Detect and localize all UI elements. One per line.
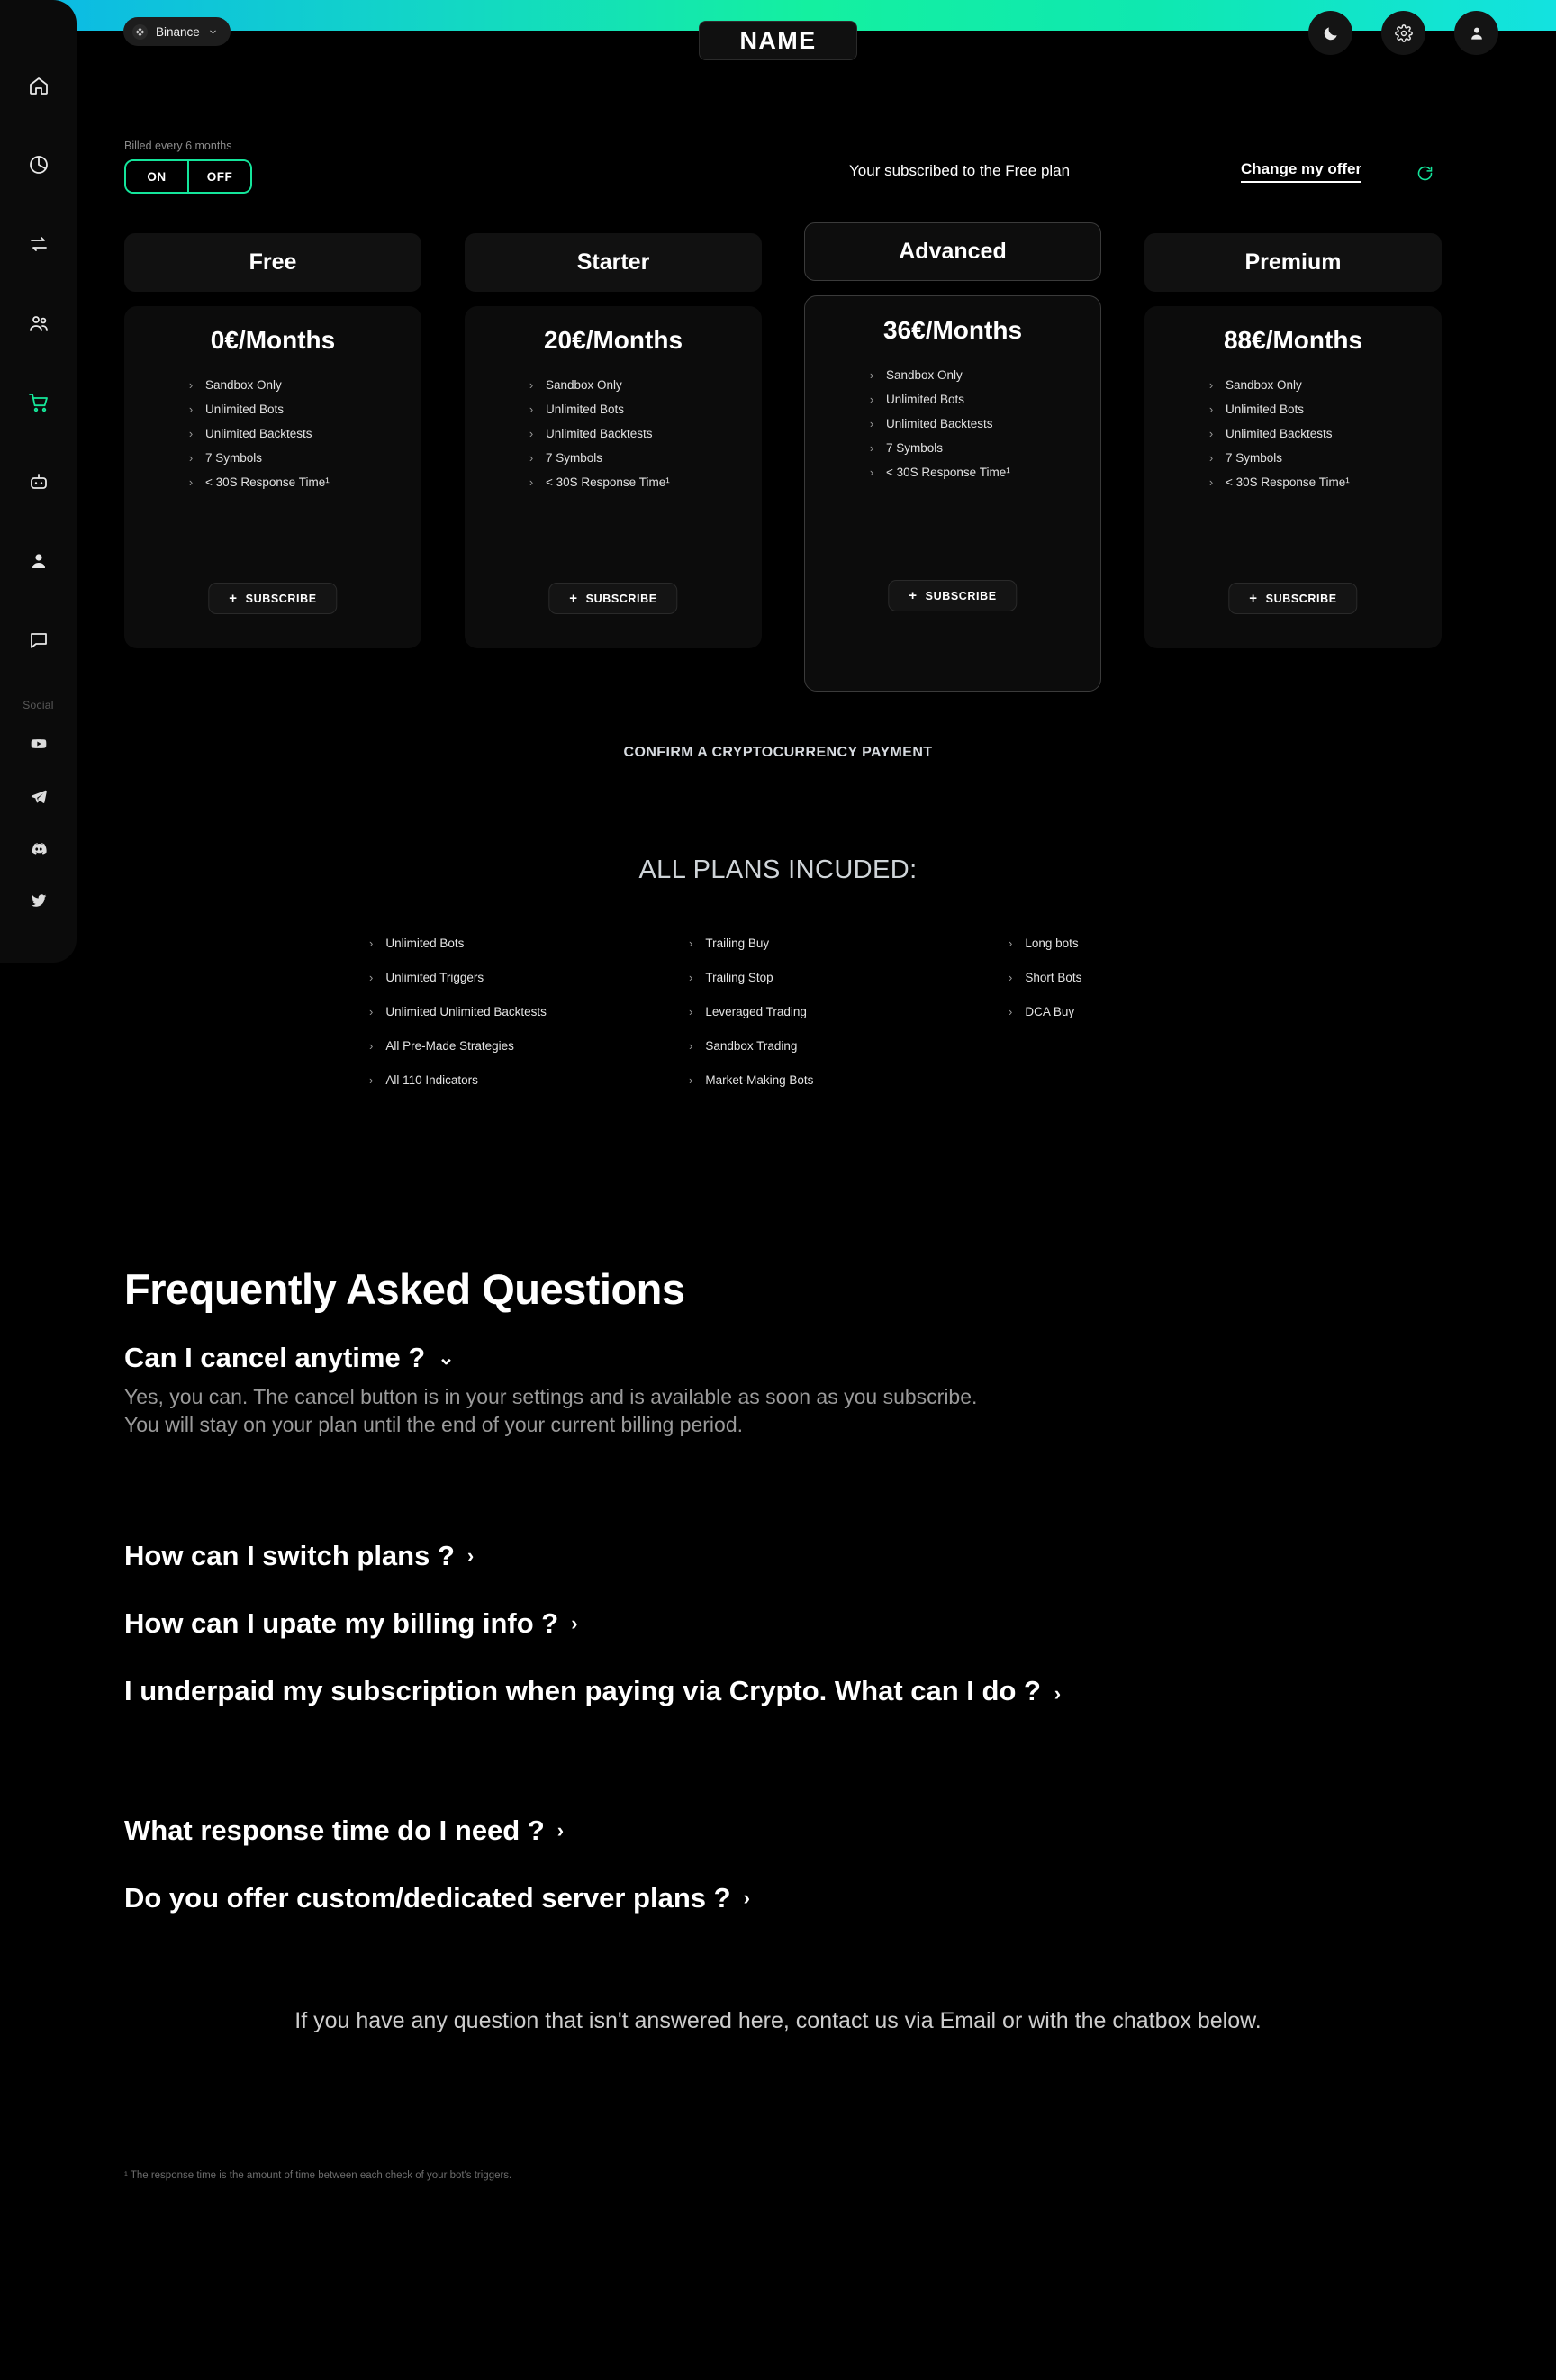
plan-feature: › 7 Symbols: [866, 441, 1100, 455]
plan-feature: › Unlimited Backtests: [866, 417, 1100, 430]
chevron-right-icon[interactable]: ›: [571, 1612, 578, 1635]
sidebar-item-account[interactable]: [18, 540, 59, 582]
billing-toggle[interactable]: [124, 159, 252, 194]
chevron-right-icon: ›: [869, 466, 874, 479]
plus-icon: +: [569, 591, 578, 606]
chevron-right-icon: ›: [369, 971, 374, 984]
subscription-status: Your subscribed to the Free plan: [849, 162, 1071, 179]
chevron-right-icon: ›: [188, 403, 194, 416]
subscribe-button[interactable]: + SUBSCRIBE: [548, 583, 677, 614]
chevron-right-icon: ›: [689, 1005, 693, 1018]
chevron-right-icon: ›: [529, 378, 534, 392]
plus-icon: +: [1249, 591, 1258, 606]
sidebar-social-label: Social: [23, 699, 54, 711]
chevron-right-icon: ›: [869, 417, 874, 430]
chevron-right-icon: ›: [689, 971, 693, 984]
exchange-selector[interactable]: [123, 17, 231, 46]
chevron-right-icon: ›: [1208, 427, 1214, 440]
sidebar: [0, 0, 77, 963]
chevron-right-icon: ›: [369, 1073, 374, 1087]
faq-item-billing-info[interactable]: [124, 1607, 578, 1640]
faq-item-underpaid[interactable]: [124, 1675, 1187, 1707]
plan-title: Premium: [1144, 233, 1442, 292]
plan-feature: › < 30S Response Time¹: [185, 475, 421, 489]
faq-question[interactable]: How can I switch plans ? ›: [124, 1540, 475, 1571]
plus-icon: +: [909, 588, 918, 603]
confirm-crypto-payment-link[interactable]: CONFIRM A CRYPTOCURRENCY PAYMENT: [623, 745, 933, 760]
faq-question[interactable]: What response time do I need ? ›: [124, 1814, 565, 1846]
chevron-right-icon: ›: [369, 937, 374, 950]
included-column-3: [1009, 937, 1180, 1108]
sidebar-item-bots[interactable]: [18, 461, 59, 502]
plan-card-premium[interactable]: [1144, 233, 1442, 648]
plan-feature: › Unlimited Backtests: [526, 427, 762, 440]
faq-title: Frequently Asked Questions: [124, 1265, 685, 1313]
included-item: › Unlimited Triggers: [369, 971, 484, 984]
faq-question[interactable]: I underpaid my subscription when paying via Crypto. What can I do ? ›: [124, 1675, 1062, 1706]
chevron-right-icon: ›: [689, 937, 693, 950]
binance-icon: [132, 24, 148, 40]
sidebar-item-transfers[interactable]: [18, 223, 59, 265]
chevron-right-icon[interactable]: ›: [743, 1887, 750, 1910]
faq-item-custom-plans[interactable]: [124, 1882, 750, 1914]
plan-price: 88€/Months: [1223, 326, 1363, 354]
plan-feature: › Sandbox Only: [526, 378, 762, 392]
profile-button[interactable]: [1454, 11, 1498, 55]
faq-answer: Yes, you can. The cancel button is in your settings and is available as soon as you subscribe. You will stay on your plan until the end of your current billing period.: [124, 1384, 978, 1436]
plan-feature: › Sandbox Only: [185, 378, 421, 392]
subscribe-button[interactable]: + SUBSCRIBE: [208, 583, 337, 614]
response-time-footnote: ¹ The response time is the amount of time between each check of your bot's triggers.: [124, 2170, 512, 2181]
chevron-right-icon: ›: [529, 403, 534, 416]
chevron-right-icon: ›: [529, 475, 534, 489]
included-item: › All 110 Indicators: [369, 1073, 478, 1087]
exchange-name: Binance: [156, 24, 200, 39]
plan-title: Starter: [465, 233, 762, 292]
included-item: › Sandbox Trading: [689, 1039, 798, 1053]
settings-button[interactable]: [1381, 11, 1425, 55]
chevron-right-icon: ›: [1208, 451, 1214, 465]
chevron-right-icon: ›: [188, 427, 194, 440]
billing-period-label: Billed every 6 months: [124, 140, 232, 152]
sidebar-item-messages[interactable]: [18, 620, 59, 661]
chevron-right-icon: ›: [188, 475, 194, 489]
chevron-right-icon: ›: [188, 378, 194, 392]
chevron-right-icon: ›: [1208, 378, 1214, 392]
subscribe-button[interactable]: + SUBSCRIBE: [888, 580, 1017, 611]
user-icon: [1468, 24, 1486, 42]
billing-toggle-on[interactable]: ON: [126, 161, 187, 192]
chevron-right-icon: ›: [689, 1073, 693, 1087]
plan-feature: › < 30S Response Time¹: [526, 475, 762, 489]
plan-feature: › Unlimited Bots: [526, 403, 762, 416]
chevron-right-icon: ›: [1009, 937, 1013, 950]
included-item: › All Pre-Made Strategies: [369, 1039, 514, 1053]
faq-question[interactable]: Do you offer custom/dedicated server plans ? ›: [124, 1882, 750, 1914]
included-column-2: [689, 937, 1009, 1108]
chevron-right-icon: ›: [1208, 403, 1214, 416]
plus-icon: +: [229, 591, 238, 606]
included-item: › Short Bots: [1009, 971, 1082, 984]
chevron-right-icon: ›: [1208, 475, 1214, 489]
included-features: [369, 937, 1180, 1108]
billing-toggle-off[interactable]: OFF: [189, 161, 250, 192]
refresh-icon[interactable]: [1416, 164, 1434, 183]
plans-grid: [124, 233, 1435, 701]
chevron-right-icon: ›: [869, 393, 874, 406]
plan-card-free[interactable]: [124, 233, 421, 648]
chevron-right-icon: ›: [869, 441, 874, 455]
chevron-down-icon[interactable]: ⌄: [438, 1346, 455, 1370]
included-item: › Long bots: [1009, 937, 1079, 950]
plan-feature: › Unlimited Bots: [866, 393, 1100, 406]
change-offer-link[interactable]: Change my offer: [1241, 160, 1362, 183]
chevron-right-icon: ›: [529, 451, 534, 465]
plan-title: Free: [124, 233, 421, 292]
all-plans-included-title: ALL PLANS INCUDED:: [638, 855, 918, 884]
chevron-right-icon: ›: [188, 451, 194, 465]
faq-question[interactable]: Can I cancel anytime ? ⌄: [124, 1342, 455, 1373]
moon-icon: [1322, 24, 1340, 42]
plan-feature: › 7 Symbols: [185, 451, 421, 465]
chevron-right-icon[interactable]: ›: [556, 1819, 565, 1842]
sidebar-item-analytics[interactable]: [18, 144, 59, 186]
faq-item-switch-plans[interactable]: [124, 1540, 474, 1572]
included-item: › Unlimited Unlimited Backtests: [369, 1005, 547, 1018]
included-item: › Market-Making Bots: [689, 1073, 814, 1087]
plan-feature: › Sandbox Only: [866, 368, 1100, 382]
plan-feature: › Unlimited Bots: [185, 403, 421, 416]
chevron-right-icon[interactable]: ›: [1048, 1682, 1062, 1705]
chevron-down-icon: [208, 27, 218, 37]
plan-feature: › 7 Symbols: [1206, 451, 1442, 465]
faq-item-cancel[interactable]: [124, 1342, 1016, 1438]
app-logo: NAME: [699, 21, 857, 60]
included-column-1: [369, 937, 689, 1108]
plan-title: Advanced: [804, 222, 1101, 281]
plan-feature: › Unlimited Backtests: [1206, 427, 1442, 440]
plan-feature: › Sandbox Only: [1206, 378, 1442, 392]
chevron-right-icon: ›: [689, 1039, 693, 1053]
chevron-right-icon: ›: [1009, 1005, 1013, 1018]
chevron-right-icon: ›: [1009, 971, 1013, 984]
included-item: › DCA Buy: [1009, 1005, 1075, 1018]
plan-feature: › 7 Symbols: [526, 451, 762, 465]
plan-feature: › < 30S Response Time¹: [866, 466, 1100, 479]
plan-price: 20€/Months: [543, 326, 683, 354]
plan-feature: › Unlimited Backtests: [185, 427, 421, 440]
plan-feature: › < 30S Response Time¹: [1206, 475, 1442, 489]
contact-note: If you have any question that isn't answered here, contact us via Email or with the chatbox below.: [294, 2008, 1262, 2033]
subscribe-button[interactable]: + SUBSCRIBE: [1228, 583, 1357, 614]
included-item: › Trailing Buy: [689, 937, 770, 950]
chevron-right-icon: ›: [369, 1005, 374, 1018]
twitter-icon[interactable]: [21, 882, 57, 919]
plan-price: 0€/Months: [210, 326, 336, 354]
faq-question[interactable]: How can I upate my billing info ? ›: [124, 1607, 578, 1639]
included-item: › Unlimited Bots: [369, 937, 465, 950]
discord-icon[interactable]: [21, 830, 57, 866]
included-item: › Trailing Stop: [689, 971, 773, 984]
plan-card-starter[interactable]: [465, 233, 762, 648]
chevron-right-icon: ›: [529, 427, 534, 440]
chevron-right-icon: ›: [869, 368, 874, 382]
gear-icon: [1395, 24, 1413, 42]
youtube-icon[interactable]: [21, 726, 57, 762]
chevron-right-icon[interactable]: ›: [466, 1544, 475, 1568]
theme-toggle-button[interactable]: [1308, 11, 1352, 55]
included-item: › Leveraged Trading: [689, 1005, 807, 1018]
plan-price: 36€/Months: [882, 316, 1023, 344]
sidebar-item-market[interactable]: [18, 382, 59, 423]
plan-feature: › Unlimited Bots: [1206, 403, 1442, 416]
faq-item-response-time[interactable]: [124, 1814, 564, 1847]
telegram-icon[interactable]: [21, 778, 57, 814]
sidebar-item-community[interactable]: [18, 303, 59, 344]
sidebar-item-home[interactable]: [18, 65, 59, 106]
plan-card-advanced[interactable]: [804, 222, 1101, 692]
chevron-right-icon: ›: [369, 1039, 374, 1053]
